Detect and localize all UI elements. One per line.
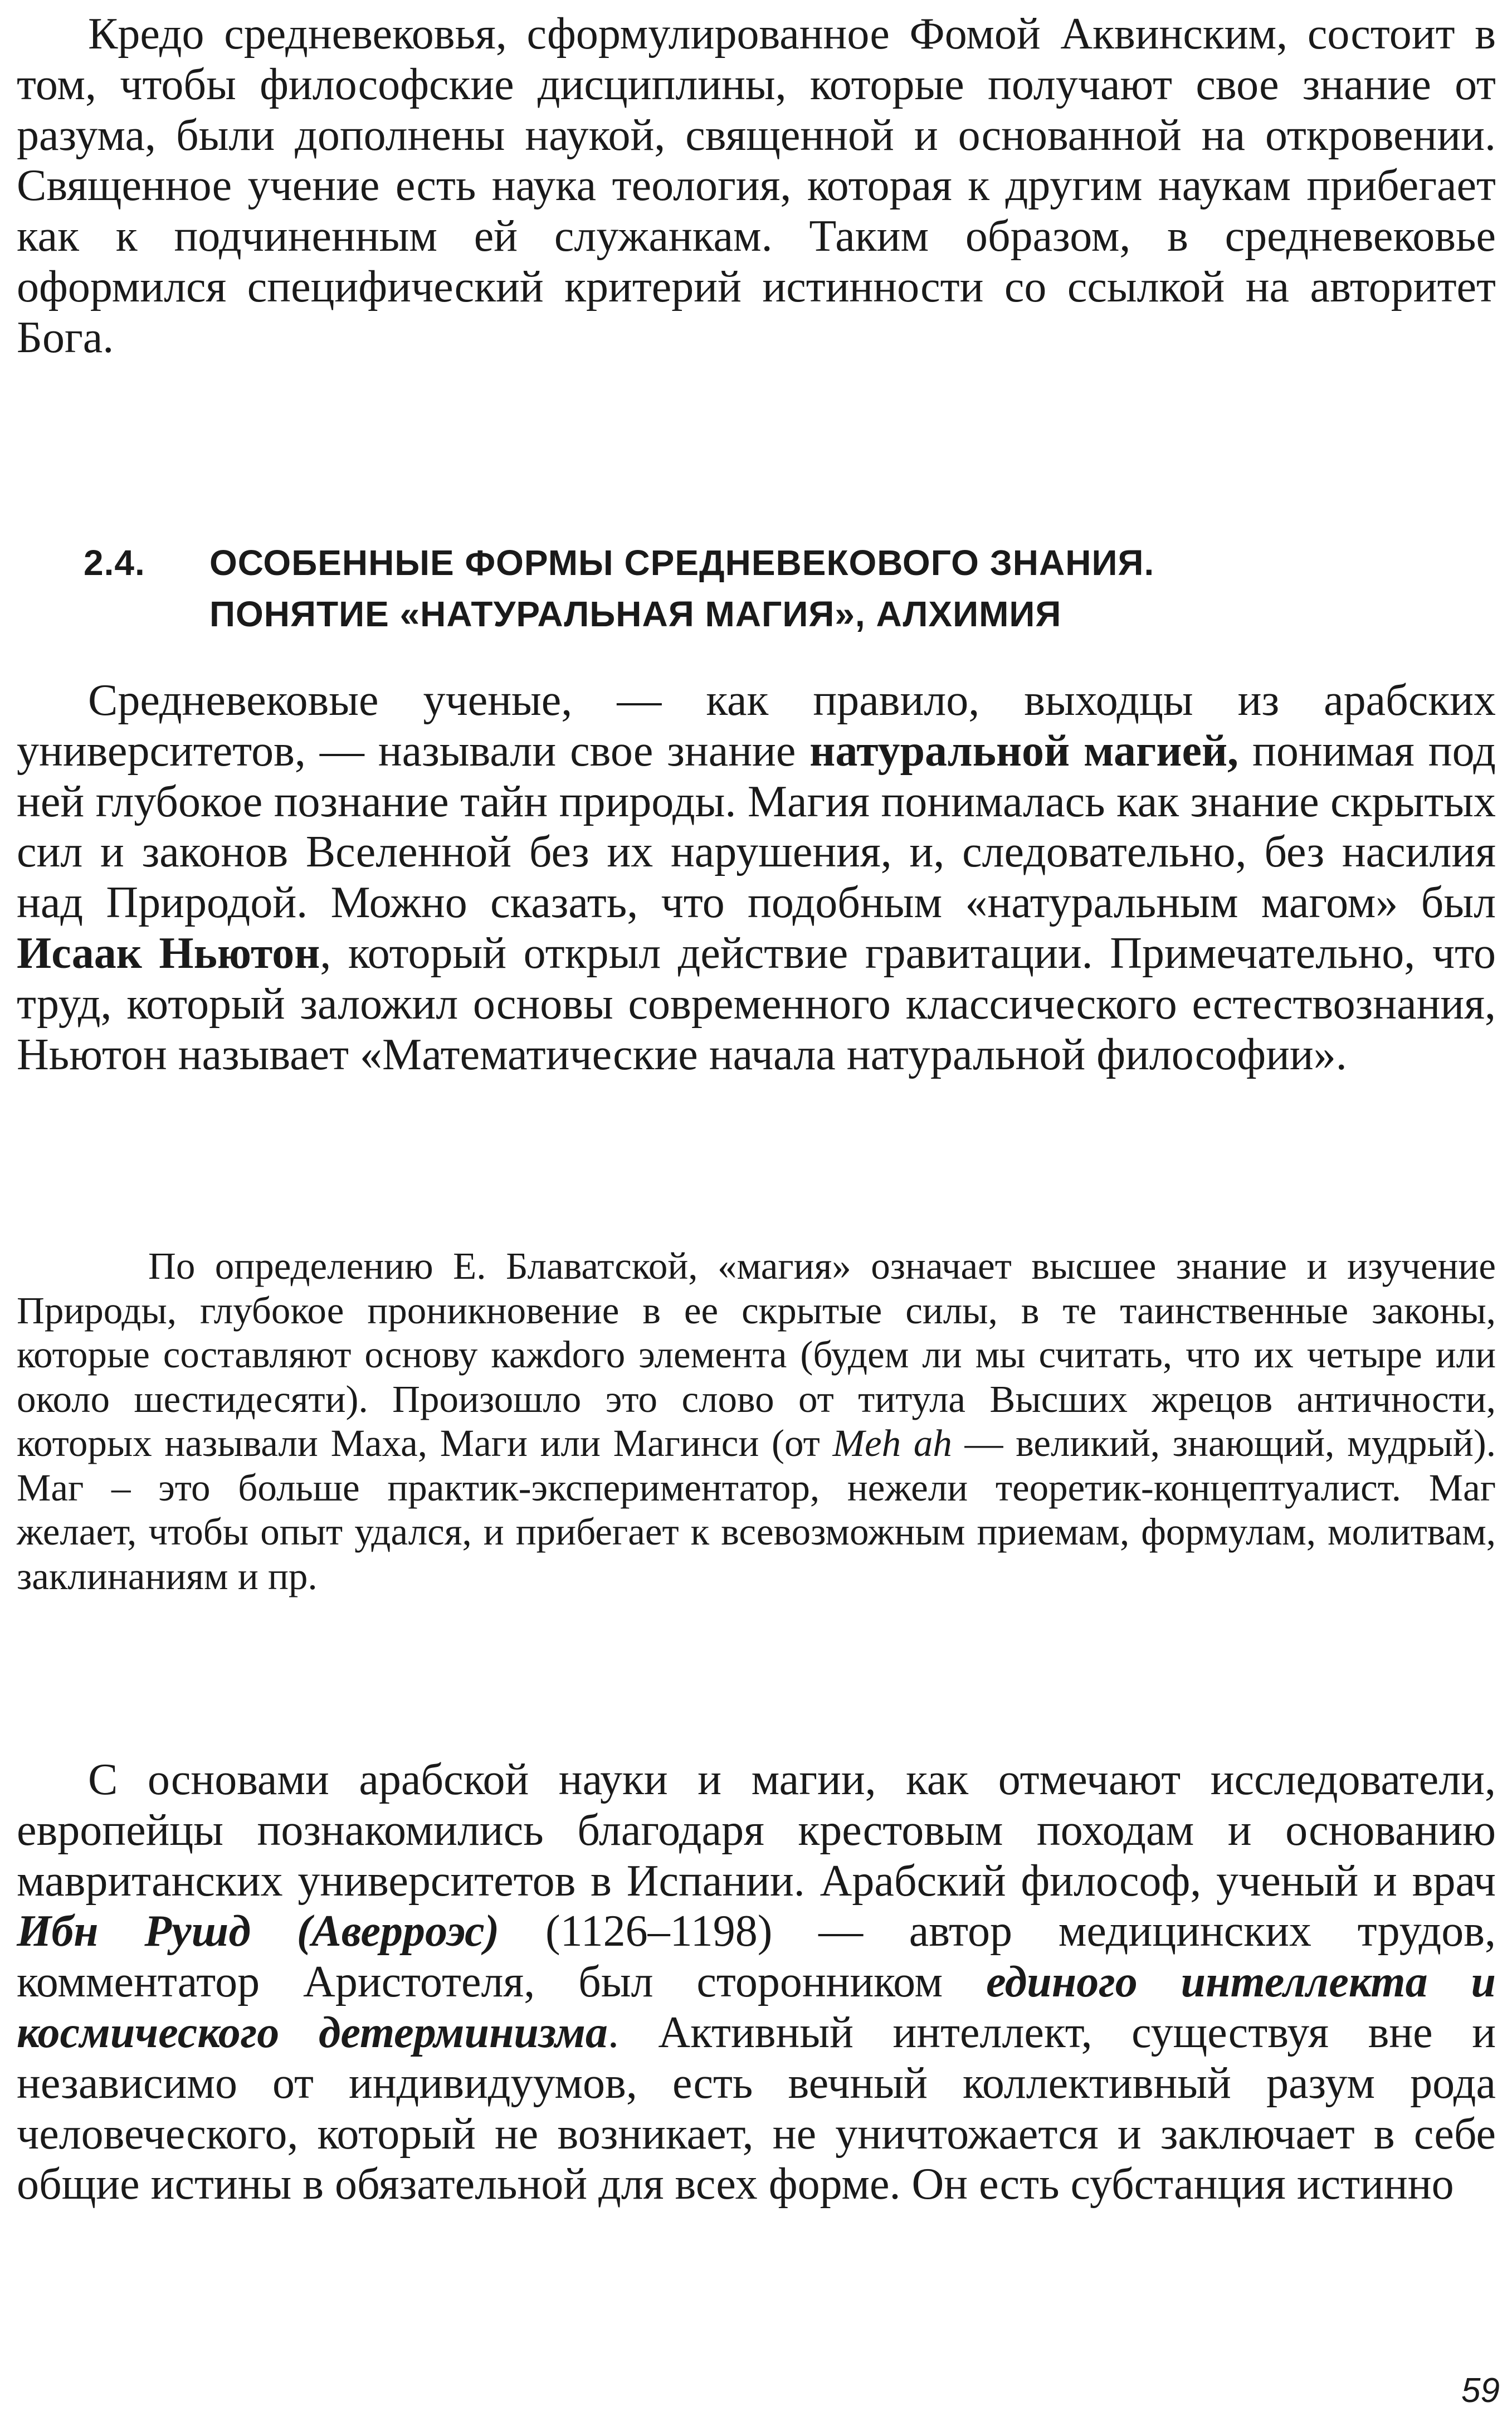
- section-number: 2.4.: [84, 543, 145, 583]
- term-unified-intellect: единого интеллекта и космического детерминизма: [17, 1957, 1496, 2057]
- paragraph-averroes: [17, 1755, 1496, 2210]
- person-ibn-rushd: Ибн Рушд (Аверроэс): [17, 1907, 500, 1956]
- section-title-line-2: ПОНЯТИЕ «НАТУРАЛЬНАЯ МАГИЯ», АЛХИМИЯ: [209, 594, 1062, 634]
- paragraph-text: С основами арабской науки и магии, как отмечают исследователи, европейцы познакомились благодаря крестовым походам и основанию мавританских университетов в Испании. Арабский философ, ученый и врач: [17, 1755, 1496, 1906]
- paragraph-text: . Активный интеллект, существуя вне и независимо от индивидуумов, есть вечный коллективный разум рода человеческого, который не возникает, не уничтожается и заключает в себе общие истины в обязательной для всех форме. Он есть субстанция истинно: [17, 2008, 1496, 2209]
- paragraph-text: понимая под ней глубокое познание тайн природы. Магия понималась как знание скрытых сил и законов Вселенной без их нарушения, и, следовательно, без насилия над Природой. Можно сказать, что подобным «натуральным магом» был: [17, 726, 1496, 928]
- page-number: 59: [1461, 2371, 1500, 2410]
- person-newton: Исаак Ньютон: [17, 928, 320, 978]
- section-heading: [84, 537, 1476, 640]
- quote-text: По определению Е. Блаватской, «магия» означает высшее знание и изучение Природы, глубокое проникновение в ее скрытые силы, в те таинственные законы, которые составляют основу кажdого элемента (будем ли мы считать, что их четыре или около шестидесяти). Произошло это слово от титула Высших жрецов античности, которых называли Маха, Маги или Магинси (от: [17, 1245, 1496, 1464]
- quote-text: — великий, знающий, мудрый). Маг – это больше практик-экспериментатор, нежели теоретик-концептуалист. Маг желает, чтобы опыт удался, и прибегает к всевозможным приемам, формулам, молитвам, заклинаниям и пр.: [17, 1422, 1496, 1597]
- paragraph-text: Средневековые ученые, — как правило, выходцы из арабских университетов, — называли свое знание: [17, 676, 1496, 776]
- term-natural-magic: натуральной магией,: [809, 726, 1239, 776]
- paragraph-text: (1126–1198) — автор медицинских трудов, комментатор Аристотеля, был сторонником: [17, 1907, 1496, 2007]
- paragraph-aquinas: Кредо средневековья, сформулированное Фомой Аквинским, состоит в том, чтобы философские дисциплины, которые получают свое знание от разума, были дополнены наукой, священной и основанной на откровении. Священное учение есть наука теология, которая к другим наукам прибегает как к подчиненным ей служанкам. Таким образом, в средневековье оформился специфический критерий истинности со ссылкой на авторитет Бога.: [17, 9, 1496, 362]
- paragraph-natural-magic: [17, 675, 1496, 1080]
- term-meh-ah: Meh ah: [832, 1422, 952, 1464]
- paragraph-text: , который открыл действие гравитации. Примечательно, что труд, который заложил основы современного классического естествознания, Ньютон называет «Математические начала натуральной философии».: [17, 928, 1496, 1079]
- section-title-line-1: ОСОБЕННЫЕ ФОРМЫ СРЕДНЕВЕКОВОГО ЗНАНИЯ.: [209, 543, 1155, 583]
- quote-blavatsky: [17, 1244, 1496, 1599]
